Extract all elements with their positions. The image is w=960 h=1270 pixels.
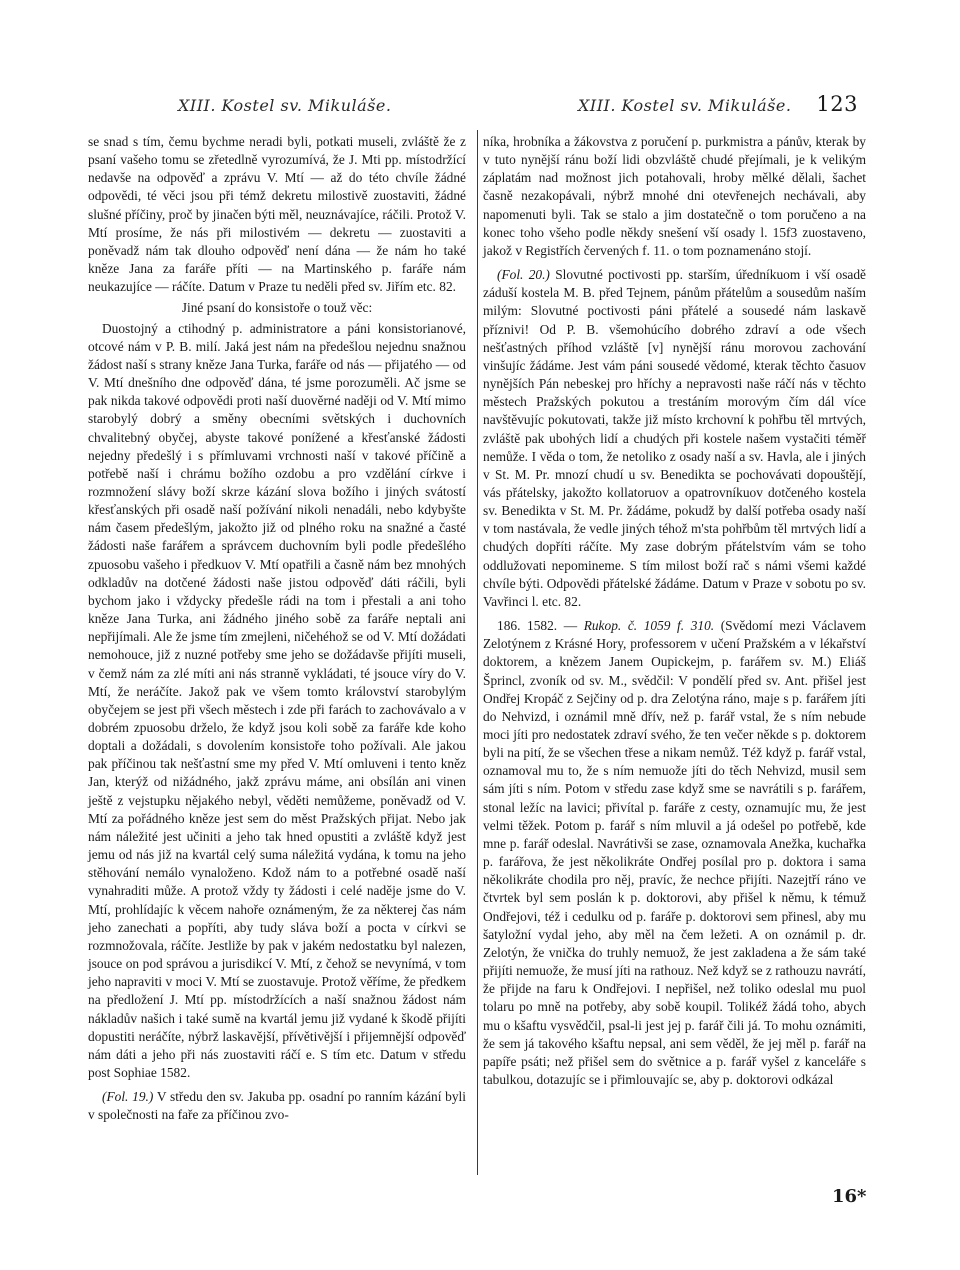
- left-subheading: Jiné psaní do konsistoře o touž věc:: [181, 300, 373, 316]
- column-divider: [477, 130, 478, 1175]
- right-paragraph-3: [483, 617, 866, 1089]
- left-paragraph-1: se snad s tím, čemu bychme neradi byli, potkati museli, zvláště že z psaní vašeho tomu se zřetedlně vyrozumívá, že J. Mti pp. místodržící nedavše na odpověď a zprávu V. Mtí — až do této chvíle žádné odpovědi, té věci jsou při témž dekretu milostivě zuostaviti, žádné slušné příčiny, proč by jinačen býti měl, neuznávajíce, ráčili. Protož V. Mtí prosíme, že nás při milostivém — dekretu — zuostaviti a poněvadž nám tak dlouho odpověď není dána — že nám ho také kněze Jana za faráře příti — na Martinského p. faráře nám neukazujíce — ráčíte. Datum v Praze tu neděli před sv. Jiřím etc. 82.: [88, 134, 466, 295]
- left-paragraph-2: Duostojný a ctihodný p. administratore a páni konsistorianové, otcové nám v P. B. milí. Jaká jest nám na předešlou nejednu snažnou žádost naší s strany kněze Jana Turka, faráře od nás — přijatého — od V. Mtí dnešního dne odpověď dána, té jsme porozuměli. Ač jsme se pak nikda takové odpovědi proti naší duověrné naději od V. Mtí mimo starobylý dobrý a směny obecními světských i duchovních chvalitebný obyčej, abyste takové ponížené a křesťanské žádosti nejedny předešlý i s přímluvami vrchnosti naší v takové příčině a potřebě naší i chrámu božího ozdobu a pro vzdělání církve i rozmnožení slávy boží skrze kázání slova božího i jiných svátostí křesťanských při osadě naší požívání nikoli nenadáli, nebo kdybyšte nám časem předešlým, jakožto již od plného roku na snažné a časté žádosti naše farářem a správcem duchovním byli podle předešlého zpuosobu vašeho i předkuov V. Mtí opatřili a časně nám bez mnohých odkladův na dotčené žádosti naše jistou odpověď dáti ráčili, byli bychom jako i vždycky předešle rádi na tom i přestali a ani toho kněze Jana Turka, ani žádného jiného sobě za faráře neptali ani nepřijímali. Ale že jsme tím zmejleni, ničehéhož se od V. Mtí dožádati nemohouce, již z nuzné potřeby sme jeho se dožádavše přijíti museli, v čemž nám za zlé míti ani nás stranně vykládati, té jsouce víry do V. Mtí, že neráčíte. Jakož pak ve všem tomto království starobylým obyčejem se jest při všech městech i zde při farách to zachovávalo a v dobrém zpuosobu drželo, že když jsou koli sobě za faráře kde koho doptali a dožádali, s dovolením konsistoře toho požívali. Ale jakou pak příčinou tak nešťastní sme my před V. Mtí omluveni i tento kněz Jan, kterýž od nižádného, jakž zprávu máme, ani obsílán ani vinen ještě z vejstupku nějakého nebyl, věděti nemůžeme, poněvadž od V. Mtí za pořádného kněze jest sem do měst Pražských přijat. Nebo jak nám náležité jest učiniti a jeho tak hned opustiti a zvláště když jest jemu od nás již na kvartál celý suma náležitá vydána, k tomu na jeho stěhování nemálo vynaloženo. Kdož nám to a potřebné osadě naší vynahraditi může. A protož vždy ty žádosti i celé naděje jsme do V. Mtí, prohlídajíc k věcem nahoře oznámeným, že za některej čas nám jeho zanechati a popříti, aby tudy sláva boží a pocta v církvi se rozmnožovala, ráčíte. Jestliže by pak v jakém nedostatku byl nalezen, jsouce on pod správou a jurisdikcí V. Mtí, z čehož se nevynímá, v tom jeho napraviti v moci V. Mtí se zuostavuje. Protož věříme, že předkem na předložení J. Mtí pp. místodržících a naší snažnou žádost nám nákladův našich i také sumě na kvartál jemu již vydané k škodě přijíti dopustiti neráčíte, nýbrž laskavější, přívětivější i přijemnější odpověď nám dáti a jeho při nás zuostaviti ráčí e. S tím etc. Datum v středu post Sophiae 1582.: [88, 320, 466, 1080]
- right-paragraph-3-text: (Svědomí mezi Václavem Zelotýnem z Krásné Hory, professorem v učení Pražském a v lékařství doktorem, a knězem Janem Oupickejm, p. farářem sv. M.) Eliáš Šprincl, zvoník od sv. M., svědčil: V pondělí před sv. Ant. přišel jest Ondřej Kropáč z Sejčiny od p. dra Zelotýna ráno, maje s p. farářem jíti do Nehvizd, i oznámil mně dřív, než p. farář vstal, že s ním nebude moci jíti pro nedostatek zdraví svého, že ten večer někde s p. doktorem byli na pití, že se všechen třese a nikam nemůž. Též když p. farář vstal, oznamoval mu to, že s ním nemuože jíti do těch Nehvizd, musil sem sám jíti s ním. Potom v středu zase když sme se navrátili s p. farářem, stonal ležíc na lavici; přivítal p. faráře z cesty, oznamujíc mu, že jest velmi těžek. Potom p. farář s ním mluvil a já odešel po potřebě, kde mne p. farář odeslal. Navrátivši se zase, oznamovala Anežka, kuchařka p. farářova, že jest několikráte Ondřej posílal pro p. doktora i sama několikráte chodila pro něj, pravíc, že nechce přijíti. Nazejtří ráno ve čtvrtek byl sem poslán k p. doktorovi, aby přišel k němu, k témuž Ondřejovi, též i cedulku od p. faráře p. doktorovi sem přinesl, aby mu šatyložní vydal jeho, aby měl na čem ležeti. A on oznámil p. dr. Zelotýn, že vnička do truhly nemuož, že jest zakladena a že sám také přijíti nemuože, že musí jíti na rathouz. Než když se z rathouzu navrátí, že přijde na faru k Ondřejovi. I nepřišel, než toliko odeslal mu puol tolaru po mně na potřeby, aby sobě koupil. Tolikéž žádá toho, abych mu o kšaftu vysvědčil, psal-li jest jej p. farář čili já. To mohu oznámiti, že sem já takového kšaftu nepsal, ani sem věděl, že jej měl p. farář na papíře psáti; než přišel sem do světnice a p. farář vyšel z kanceláře s tabulkou, dotazujíc se i přimlouvajíc se, aby p. doktorovi odkázal: [483, 618, 867, 1087]
- page-header: [88, 92, 858, 120]
- page-number: 123: [816, 92, 858, 116]
- folio-reference: (Fol. 19.): [102, 1089, 154, 1105]
- right-paragraph-1: níka, hrobníka a žákovstva z poručení p. purkmistra a pánův, kterak by v tuto nynější ránu boží lidi obzvláště chudé přejímali, je k velikým záplatám nad možnost jich potahovali, hroby mělké dělali, šachet časně nezakopávali, nýbrž mnohé dni otevřenejch nechávali, aby napomenuti byli. Tak se stalo a jim dostatečně o tom poručeno a na konec toho všeho podle někdy snešení vší osady l. 15f3 zuostaveno, jakož v Registřích červených f. 11. o tom poznamenáno stojí.: [483, 134, 866, 258]
- printer-signature-mark: 16*: [832, 1186, 867, 1207]
- entry-reference: 186. 1582. —: [497, 618, 584, 634]
- right-paragraph-2-text: Slovutné poctivosti pp. starším, úředníkuom i vší osadě záduší kostela M. B. před Tejnem, pánům přátelům a sousedům naším milým: Slovutné poctivosti páni přátelé a sousedé nám laskavě příznivi! Od P. B. všemohúcího dobrého zdraví a ode všech nešťastných příhod vzláště [v] nynější ránu morovou zachování vinšujíc žádáme. Jest vám páni sousedé vědomé, kterak těchto časuov nynějších Pán nebeskej pro hříchy a nepravosti naše ráčí nás v těchto městech Pražských pokutou a trestáním morovým čím dál více navštěvujíc pokutovati, takže již místo krchovní k pohřbu těl mrtvých, zvláště pak ubohých lidí a chudých při kostele našem vystačiti téměř nemůže. I věda o tom, že netoliko z osady naší a sv. Havla, ale i jiných v St. M. Pr. mnozí chudí u sv. Benedikta se pochovávati dopouštějí, vás přátelsky, jakožto kollatoruov a opatrovníkuov dotčeného kostela sv. Benedikta v St. M. Pr. žádáme, pokudž by další potřeba osady naší v tom nastávala, že vedle jiných téhož m'sta pohřbům těl mrtvých lidí a chudých dopříti ráčíte. My zase dobrým přátelstvím vám se toho oddlužovati nepomineme. S tím milost boží rač s námi všemi každé chvíle býti. Odpovědi přátelské žádáme. Datum v Praze v sobotu po sv. Vavřinci l. etc. 82.: [483, 267, 866, 609]
- folio-reference: (Fol. 20.): [497, 267, 550, 283]
- manuscript-source: Rukop. č. 1059 f. 310.: [583, 618, 715, 634]
- left-column: [88, 133, 466, 1124]
- left-paragraph-3: [88, 1088, 466, 1124]
- right-column: [483, 133, 866, 1089]
- running-title-right: XIII. Kostel sv. Mikuláše.: [578, 96, 792, 115]
- running-title-left: XIII. Kostel sv. Mikuláše.: [178, 96, 392, 115]
- right-paragraph-2: [483, 266, 866, 611]
- left-paragraph-3-text: V středu den sv. Jakuba pp. osadní po ranním kázání byli v společnosti na faře za příčinou zvo-: [88, 1089, 466, 1123]
